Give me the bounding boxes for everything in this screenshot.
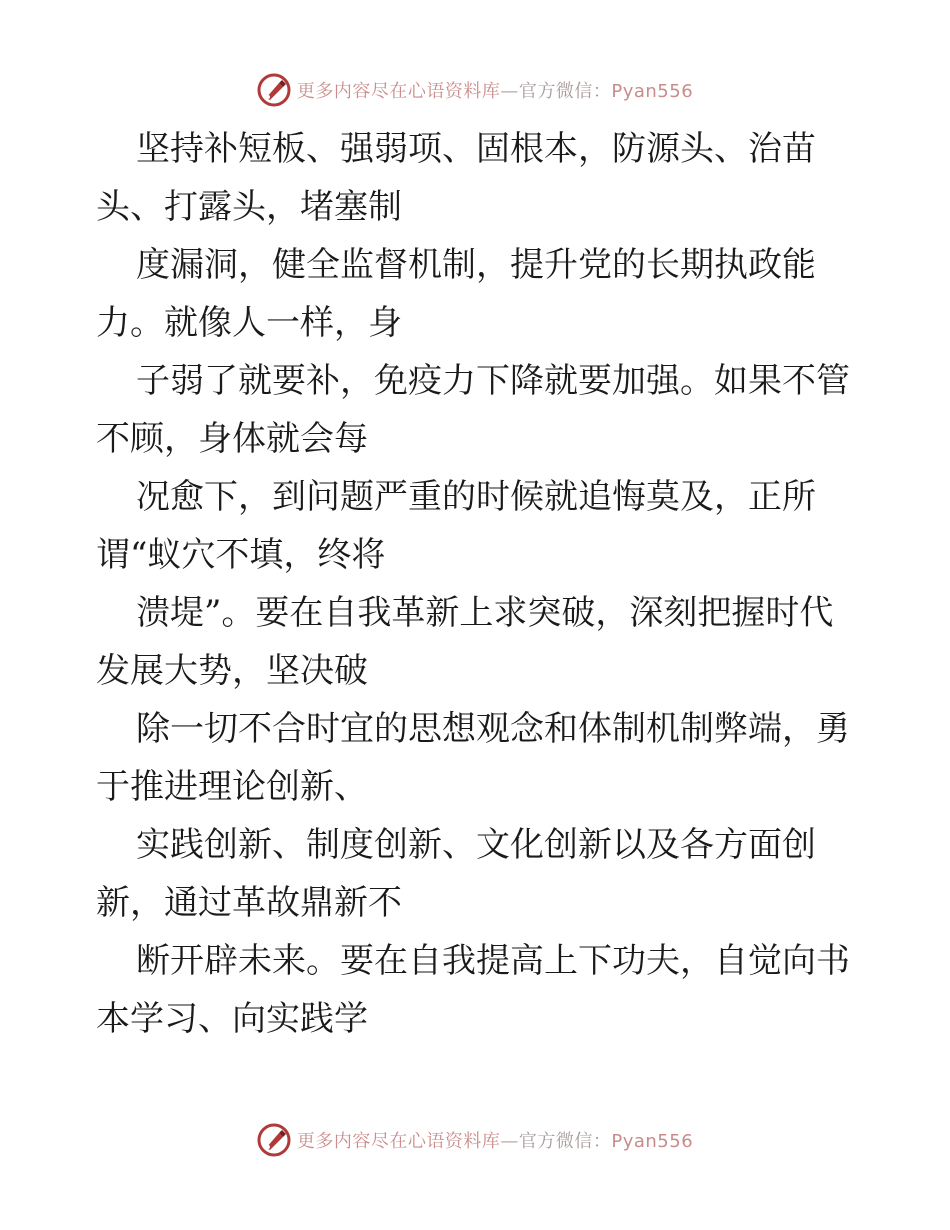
text-line: 度漏洞，健全监督机制，提升党的长期执政能: [136, 245, 816, 285]
header-wechat-label: 官方微信：: [518, 81, 612, 102]
pen-nib-logo-icon: [257, 73, 291, 107]
text-line: 实践创新、制度创新、文化创新以及各方面创: [136, 825, 816, 865]
page-header: [0, 70, 950, 110]
text-line: 力。就像人一样，身: [96, 303, 402, 343]
pen-nib-logo-icon: [257, 1123, 291, 1157]
header-brand-text: [297, 77, 693, 103]
footer-brand-name: 更多内容尽在心语资料库: [296, 1131, 501, 1152]
text-line: 不顾，身体就会每: [96, 419, 368, 459]
footer-dash: —: [500, 1131, 519, 1152]
header-brand-name: 更多内容尽在心语资料库: [296, 81, 501, 102]
page-footer: [0, 1120, 950, 1160]
text-line: 溃堤”。要在自我革新上求突破，深刻把握时代: [136, 593, 834, 633]
text-line: 新，通过革故鼎新不: [96, 883, 402, 923]
text-line: 本学习、向实践学: [96, 999, 368, 1039]
header-brand: [257, 73, 693, 107]
header-account: Pyan556: [611, 81, 694, 102]
footer-account: Pyan556: [611, 1131, 694, 1152]
text-line: 除一切不合时宜的思想观念和体制机制弊端，勇: [136, 709, 850, 749]
text-line: 发展大势，坚决破: [96, 651, 368, 691]
text-line: 头、打露头，堵塞制: [96, 187, 402, 227]
text-line: 况愈下，到问题严重的时候就追悔莫及，正所: [136, 477, 816, 517]
text-line: 断开辟未来。要在自我提高上下功夫，自觉向书: [136, 941, 850, 981]
footer-brand: [257, 1123, 693, 1157]
text-line: 于推进理论创新、: [96, 767, 368, 807]
text-line: 子弱了就要补，免疫力下降就要加强。如果不管: [136, 361, 850, 401]
header-dash: —: [500, 81, 519, 102]
text-line: 谓“蚁穴不填，终将: [96, 535, 386, 575]
footer-wechat-label: 官方微信：: [518, 1131, 612, 1152]
footer-brand-text: [297, 1127, 693, 1153]
text-line: 坚持补短板、强弱项、固根本，防源头、治苗: [136, 129, 816, 169]
document-body: [96, 120, 866, 1048]
